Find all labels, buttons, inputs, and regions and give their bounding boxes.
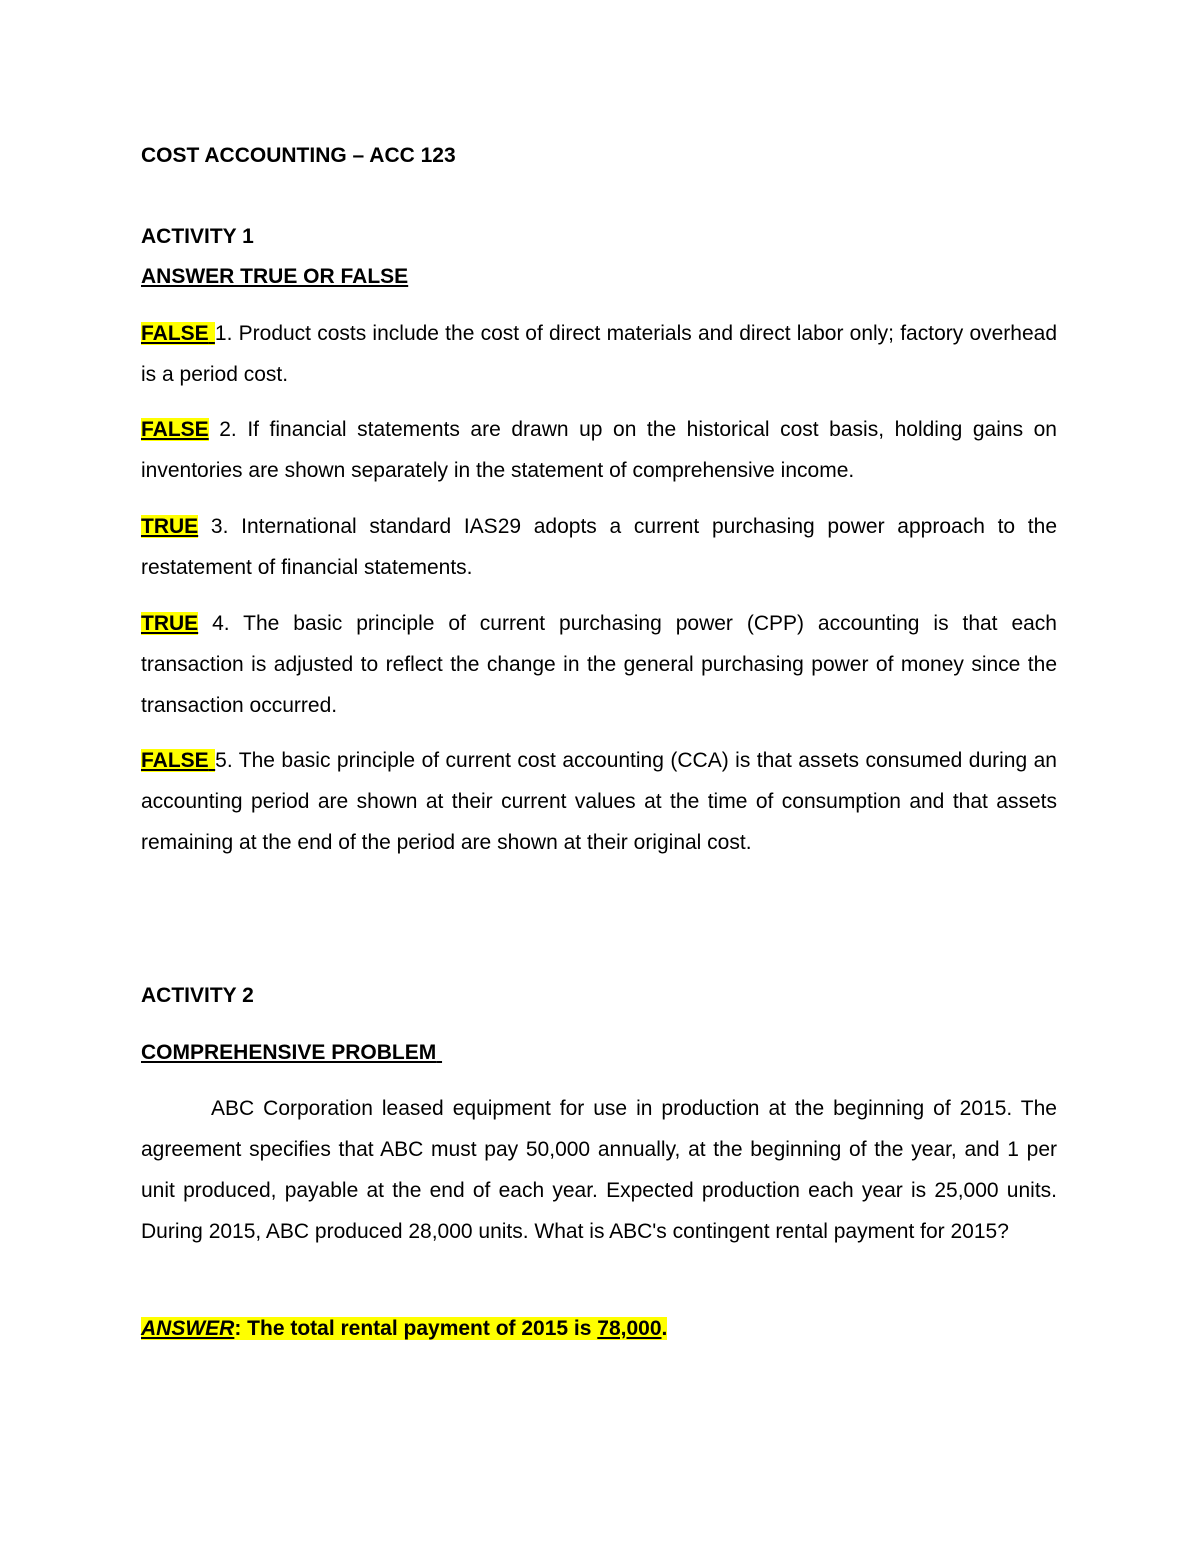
question-5	[141, 740, 1057, 863]
answer-badge: TRUE	[141, 612, 199, 635]
problem-text: ABC Corporation leased equipment for use in production at the beginning of 2015. The agreement specifies that ABC must pay 50,000 annually, at the beginning of the year, and 1 per unit produced, payable at the end of each year. Expected production each year is 25,000 units. During 2015, ABC produced 28,000 units. What is ABC's contingent rental payment for 2015?	[141, 1097, 1057, 1243]
question-4	[141, 603, 1057, 726]
question-text: Product costs include the cost of direct materials and direct labor only; factory overhead is a period cost.	[141, 322, 1058, 386]
question-2	[141, 409, 1057, 491]
question-3	[141, 506, 1057, 588]
answer-end: .	[661, 1317, 668, 1340]
question-text: The basic principle of current purchasing power (CPP) accounting is that each transaction is adjusted to reflect the change in the general purchasing power of money since the transaction occurred.	[141, 612, 1057, 717]
question-number: 3.	[210, 515, 229, 538]
question-text: International standard IAS29 adopts a current purchasing power approach to the restatement of financial statements.	[141, 515, 1057, 579]
answer-label: ANSWER	[141, 1317, 235, 1340]
activity1-heading: ACTIVITY 1	[141, 225, 254, 248]
answer-badge: FALSE	[141, 322, 215, 345]
question-text: The basic principle of current cost accounting (CCA) is that assets consumed during an accounting period are shown at their current values at the time of consumption and that assets remaining at the end of the period are shown at their original cost.	[141, 749, 1057, 854]
question-text: If financial statements are drawn up on the historical cost basis, holding gains on inventories are shown separately in the statement of comprehensive income.	[141, 418, 1057, 482]
answer-badge: TRUE	[141, 515, 199, 538]
answer-line	[141, 1311, 667, 1347]
answer-badge: FALSE	[141, 749, 215, 772]
answer-badge: FALSE	[141, 418, 209, 441]
answer-amount: 78,000	[597, 1317, 662, 1340]
answer-text: : The total rental payment of 2015 is	[234, 1317, 598, 1340]
question-number: 1.	[214, 322, 233, 345]
question-1	[141, 313, 1057, 395]
question-number: 5.	[215, 749, 233, 772]
activity2-subheading: COMPREHENSIVE PROBLEM	[141, 1041, 437, 1064]
document-title: COST ACCOUNTING – ACC 123	[141, 144, 456, 167]
question-number: 2.	[219, 418, 237, 441]
question-number: 4.	[212, 612, 230, 635]
activity2-heading: ACTIVITY 2	[141, 984, 254, 1007]
activity1-subheading: ANSWER TRUE OR FALSE	[141, 265, 409, 288]
